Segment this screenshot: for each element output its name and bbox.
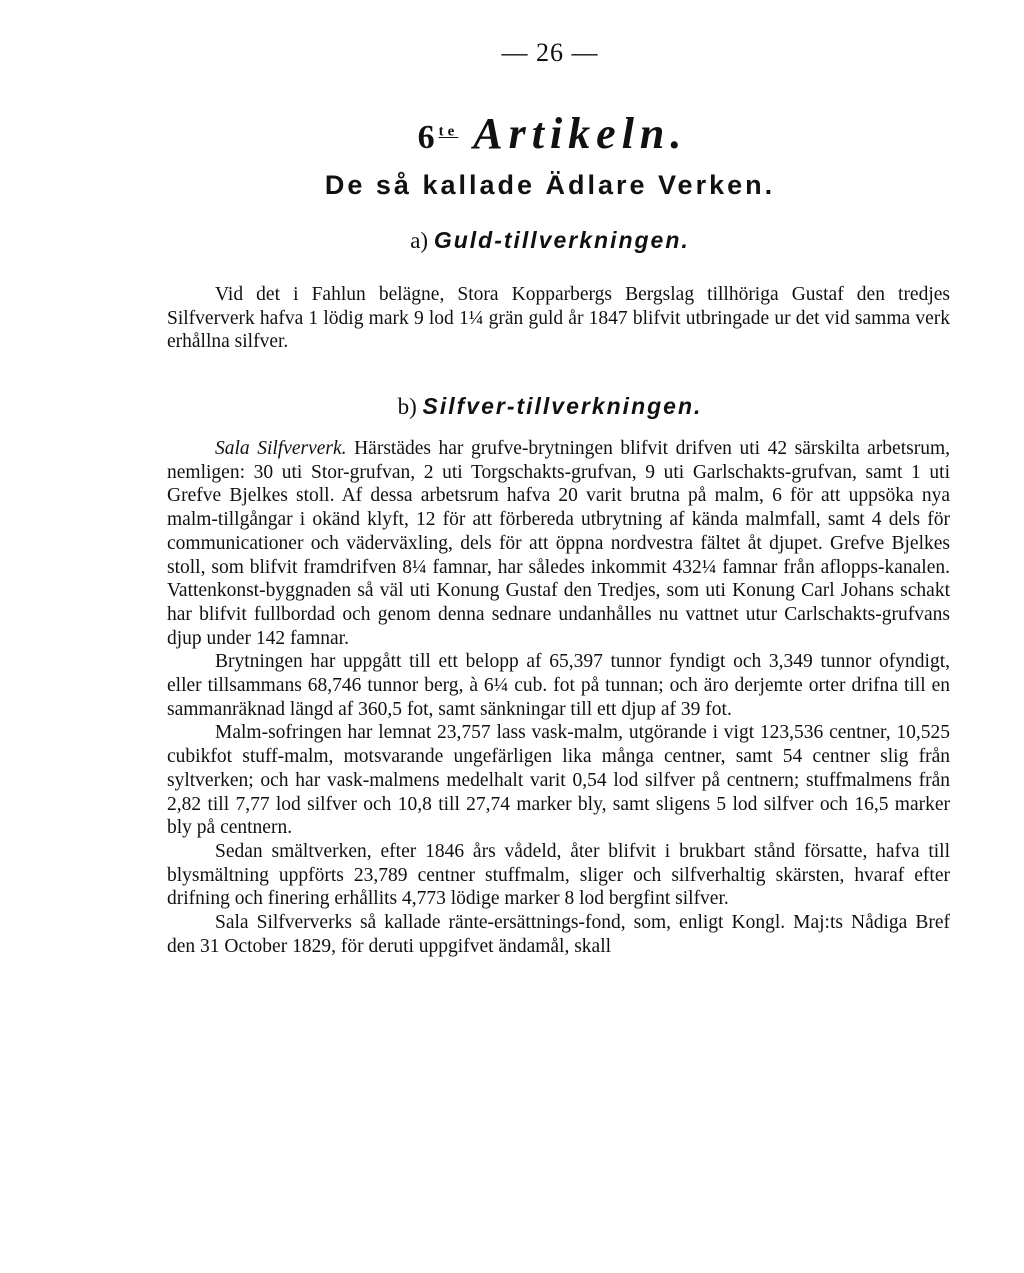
article-word: Artikeln. — [473, 109, 688, 158]
paragraph-sala-lead: Sala Silfververk. — [215, 438, 347, 459]
article-ordinal — [418, 119, 459, 156]
paragraph-sala-text: Härstädes har grufve-brytningen blifvit drifven uti 42 särskilta arbetsrum, nemligen: 30 uti Stor-grufvan, 2 uti Torgschakts-grufvan, 9 uti Garlschakts-grufvan, samt 1 uti Grefve Bjelkes stoll. Af dessa arbetsrum hafva 20 varit brutna på malm, 6 för att uppsöka nya malm-tillgångar i okänd klyft, 12 för att förbereda utbrytning af kända malmfall, samt 4 dels för communicationer och väderväxling, dels för att öppna nordvestra fältet åt djupet. Grefve Bjelkes stoll, som blifvit framdrifven 8¼ famnar, har således inkommit 432¼ famnar från aflopps-kanalen. Vattenkonst-byggnaden så väl uti Konung Gustaf den Tredjes, som uti Konung Carl Johans schakt har blifvit fullbordad och genom denna sednare undanhålles nu vattnet utur Carlschakts-grufvans djup under 142 famnar. — [167, 438, 951, 649]
paragraph-gold: Vid det i Fahlun belägne, Stora Kopparbergs Bergslag tillhöriga Gustaf den tredjes Silfververk hafva 1 lödig mark 9 lod 1¼ grän guld år 1847 blifvit utbringade ur det vid samma verk erhållna silfver. — [167, 284, 950, 353]
article-ordinal-number: 6 — [417, 119, 439, 156]
paragraph-fond: Sala Silfververks så kallade ränte-ersättnings-fond, som, enligt Kongl. Maj:ts Nådiga Bref den 31 October 1829, för deruti uppgifvet ändamål, skall — [167, 912, 950, 957]
section-title: De så kallade Ädlare Verken. — [324, 170, 776, 200]
subsection-b-marker: b) — [397, 394, 417, 419]
paragraph-smaltverk: Sedan smältverken, efter 1846 års vådeld, åter blifvit i brukbart stånd försatte, hafva till blysmältning uppförts 23,789 centner stuffmalm, sliger och silfverhaltig skärsten, hvaraf efter drifning och finering erhållits 4,773 lödige marker 8 lod bergfint silfver. — [167, 840, 950, 910]
article-ordinal-suffix: te — [438, 123, 459, 140]
page-number: — 26 — — [501, 38, 599, 67]
subsection-a-body — [167, 283, 950, 354]
subsection-b-title: Silfver-tillverkningen. — [422, 393, 703, 419]
subsection-b-body — [167, 437, 950, 958]
paragraph-brytning: Brytningen har uppgått till ett belopp af 65,397 tunnor fyndigt och 3,349 tunnor ofyndigt, eller tillsammans 68,746 tunnor berg, à 6¼ cub. fot på tunnan; och äro derjemte orter drifna till en sammanräknad längd af 360,5 fot, samt sänkningar till ett djup af 39 fot. — [167, 651, 950, 720]
paragraph-sala — [167, 437, 950, 650]
subsection-a-heading — [0, 227, 1024, 254]
subsection-b-heading — [0, 393, 1024, 420]
subsection-a-title: Guld-tillverkningen. — [433, 227, 690, 253]
article-heading — [0, 108, 1024, 159]
subsection-a-marker: a) — [410, 228, 429, 253]
paragraph-malm-sofring: Malm-sofringen har lemnat 23,757 lass vask-malm, utgörande i vigt 123,536 centner, 10,525 cubikfot stuff-malm, motsvarande ungefärligen lika många centner, samt 54 centner slig från syltverken; och har vask-malmens medelhalt varit 0,54 lod silfver på centnern; stuffmalmens från 2,82 till 7,77 lod silfver och 10,8 till 27,74 marker bly, samt sligens 5 lod silfver och 16,5 marker bly på centnern. — [167, 722, 950, 839]
